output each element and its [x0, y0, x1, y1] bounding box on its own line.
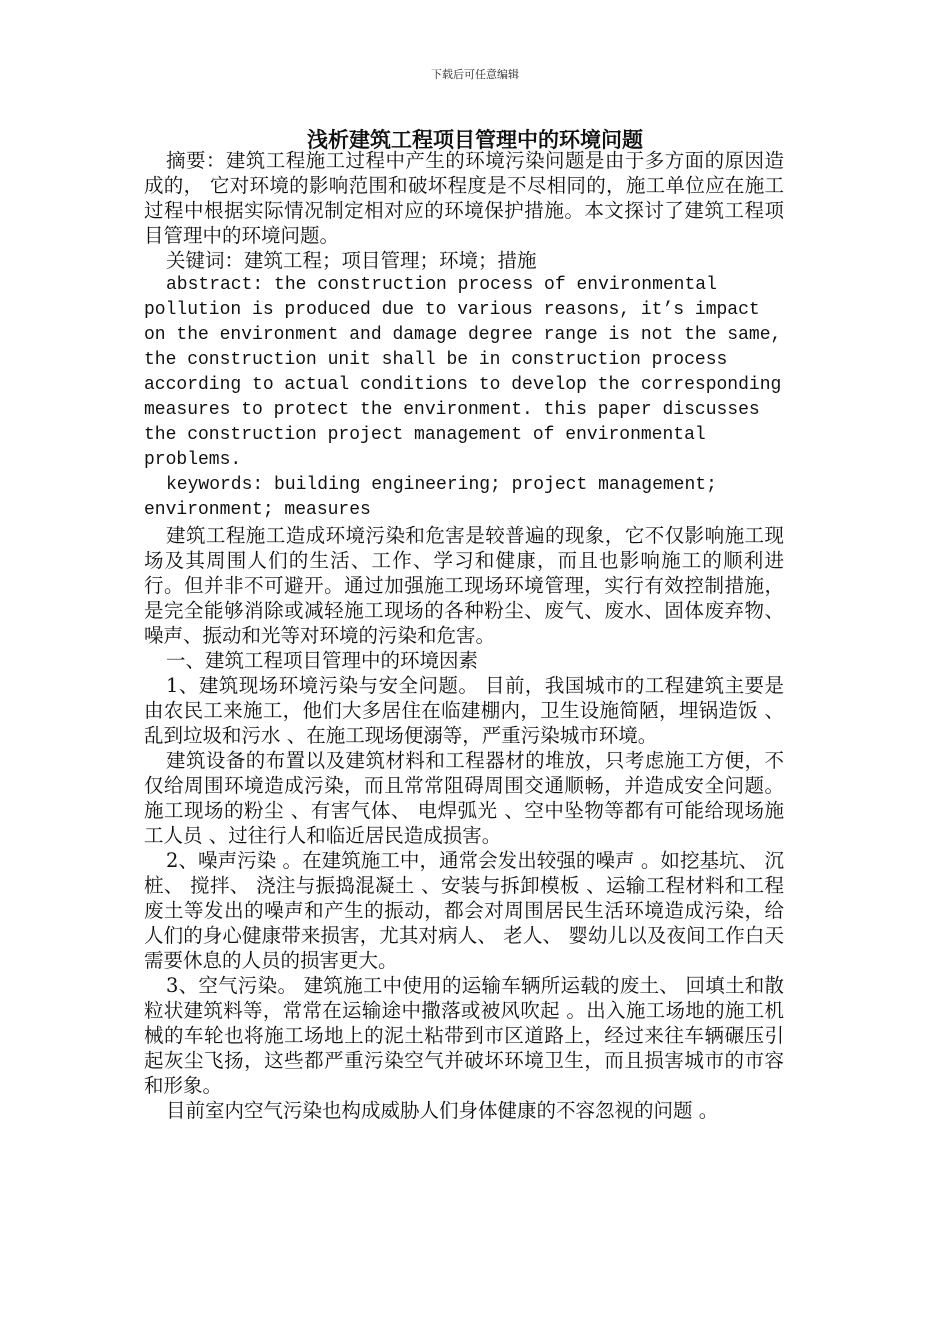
abstract-zh: 摘要：建筑工程施工过程中产生的环境污染问题是由于多方面的原因造成的， 它对环境的影响范围和破坏程度是不尽相同的，施工单位应在施工过程中根据实际情况制定相对应的环境保护措施。本文探讨了建筑工程项目管理中的环境问题。 — [144, 149, 784, 247]
keywords-en: keywords: building engineering; project management; environment; measures — [144, 475, 717, 520]
paragraph-equipment: 建筑设备的布置以及建筑材料和工程器材的堆放，只考虑施工方便，不仅给周围环境造成污染，而且常常阻碍周围交通顺畅，并造成安全问题。 施工现场的粉尘 、有害气体、 电焊弧光 、空中坠物等都有可能给现场施工人员 、过往行人和临近居民造成损害。 — [144, 749, 784, 847]
section-heading-1: 一、建筑工程项目管理中的环境因素 — [166, 649, 479, 672]
paragraph-noise: 2、噪声污染 。在建筑施工中，通常会发出较强的噪声 。如挖基坑、 沉桩、 搅拌、 浇注与振捣混凝土 、安装与拆卸模板 、运输工程材料和工程废土等发出的噪声和产生的振动，都会对周围居民生活环境造成污染，给人们的身心健康带来损害，尤其对病人、 老人、 婴幼儿以及夜间工作白天需要休息的人员的损害更大。 — [144, 849, 784, 972]
abstract-en: abstract: the construction process of environmental pollution is produced due to various reasons, it’s impact on the environment and damage degree range is not the same, the construction unit shall be in construction process according to actual conditions to develop the corresponding measures to protect the environment. this paper discusses the construction project management of environmental problems. — [144, 275, 782, 470]
paragraph-indoor-air: 目前室内空气污染也构成威胁人们身体健康的不容忽视的问题 。 — [166, 1099, 719, 1122]
document-body — [144, 148, 784, 1123]
paragraph-intro: 建筑工程施工造成环境污染和危害是较普遍的现象，它不仅影响施工现场及其周围人们的生活、工作、学习和健康，而且也影响施工的顺利进行。但并非不可避开。通过加强施工现场环境管理，实行有效控制措施，是完全能够消除或减轻施工现场的各种粉尘、废气、废水、固体废弃物、噪声、振动和光等对环境的污染和危害。 — [144, 524, 784, 647]
keywords-zh: 关键词：建筑工程；项目管理；环境；措施 — [166, 249, 537, 272]
paragraph-site-pollution: 1、建筑现场环境污染与安全问题。 目前，我国城市的工程建筑主要是由农民工来施工，他们大多居住在临建棚内，卫生设施简陋，埋锅造饭 、乱到垃圾和污水 、在施工现场便溺等，严重污染城市环境。 — [144, 674, 784, 747]
page-header-note: 下载后可任意编辑 — [431, 68, 519, 81]
paragraph-air: 3、空气污染。 建筑施工中使用的运输车辆所运载的废土、 回填土和散粒状建筑料等，常常在运输途中撒落或被风吹起 。出入施工场地的施工机械的车轮也将施工场地上的泥土粘带到市区道路上，经过来往车辆碾压引起灰尘飞扬，这些都严重污染空气并破坏环境卫生，而且损害城市的市容和形象。 — [144, 974, 784, 1097]
document-title: 浅析建筑工程项目管理中的环境问题 — [307, 128, 643, 152]
